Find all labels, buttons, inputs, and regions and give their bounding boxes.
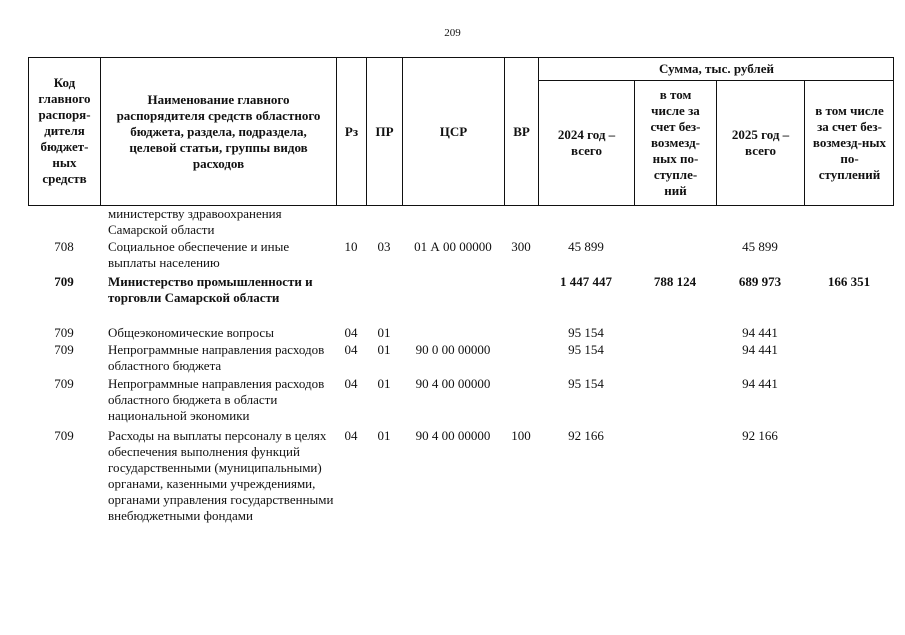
header-code: Код главного распоря-дителя бюджет-ных средств xyxy=(38,75,91,186)
cell-code: 709 xyxy=(54,342,74,357)
cell-sum-2024: 95 154 xyxy=(568,376,604,391)
cell-code: 708 xyxy=(54,239,74,254)
header-pr: ПР xyxy=(375,123,394,139)
cell-incl-2024: 788 124 xyxy=(653,274,697,289)
cell-name: Непрограммные направления расходов областного бюджета в области национальной экономики xyxy=(108,376,325,423)
cell-rz: 04 xyxy=(344,325,358,340)
header-csr: ЦСР xyxy=(439,123,468,139)
cell-incl-2025: 166 351 xyxy=(827,274,871,289)
cell-name: Социальное обеспечение и иные выплаты населению xyxy=(108,239,290,270)
cell-sum-2025: 94 441 xyxy=(742,342,778,357)
header-sum-group: Сумма, тыс. рублей xyxy=(659,61,774,76)
cell-sum-2024: 95 154 xyxy=(568,325,604,340)
cell-pr: 01 xyxy=(377,428,391,443)
cell-rz: 04 xyxy=(344,428,358,443)
cell-sum-2024: 95 154 xyxy=(568,342,604,357)
cell-pr: 01 xyxy=(377,376,391,391)
cell-name: Министерство промышленности и торговли Самарской области xyxy=(108,274,313,305)
page-number: 209 xyxy=(444,27,461,39)
cell-sum-2024: 92 166 xyxy=(568,428,604,443)
cell-code: 709 xyxy=(54,376,74,391)
header-2024-incl: в том числе за счет без-возмезд-ных по-ступле-ний xyxy=(650,87,701,198)
cell-sum-2024: 45 899 xyxy=(568,239,604,254)
cell-rz: 04 xyxy=(344,342,358,357)
cell-sum-2025: 94 441 xyxy=(742,376,778,391)
cell-csr: 90 0 00 00000 xyxy=(415,342,491,357)
header-vr: ВР xyxy=(513,123,530,139)
cell-code: 709 xyxy=(54,274,74,289)
cell-sum-2025: 45 899 xyxy=(742,239,778,254)
cell-sum-2025: 689 973 xyxy=(738,274,782,289)
cell-pr: 01 xyxy=(377,325,391,340)
cell-name: Расходы на выплаты персоналу в целях обеспечения выполнения функций государственными (муниципальными) органами, казенными учреждениями, органами управления государственными внебюджетными фондами xyxy=(108,428,334,523)
cell-name: Непрограммные направления расходов областного бюджета xyxy=(108,342,325,373)
cell-name: Общеэкономические вопросы xyxy=(108,325,274,340)
cell-pr: 03 xyxy=(377,239,391,254)
header-rz: Рз xyxy=(344,123,359,139)
cell-vr: 100 xyxy=(511,428,531,443)
header-name: Наименование главного распорядителя средств областного бюджета, раздела, подраздела, целевой статьи, группы видов расходов xyxy=(116,91,321,171)
cell-csr: 90 4 00 00000 xyxy=(415,428,491,443)
cell-code: 709 xyxy=(54,428,74,443)
header-2025-incl: в том числе за счет без-возмезд-ных по-ступлений xyxy=(812,103,887,182)
header-2024-total: 2024 год – всего xyxy=(557,127,616,158)
cell-rz: 04 xyxy=(344,376,358,391)
cell-sum-2025: 92 166 xyxy=(742,428,778,443)
cell-csr: 01 А 00 00000 xyxy=(414,239,492,254)
cell-sum-2025: 94 441 xyxy=(742,325,778,340)
cell-rz: 10 xyxy=(344,239,358,254)
cell-sum-2024: 1 447 447 xyxy=(560,274,612,289)
cell-vr: 300 xyxy=(511,239,531,254)
header-2025-total: 2025 год – всего xyxy=(731,127,790,158)
cell-name: министерству здравоохранения Самарской области xyxy=(108,206,282,237)
cell-pr: 01 xyxy=(377,342,391,357)
cell-csr: 90 4 00 00000 xyxy=(415,376,491,391)
table-header xyxy=(28,57,894,206)
cell-code: 709 xyxy=(54,325,74,340)
